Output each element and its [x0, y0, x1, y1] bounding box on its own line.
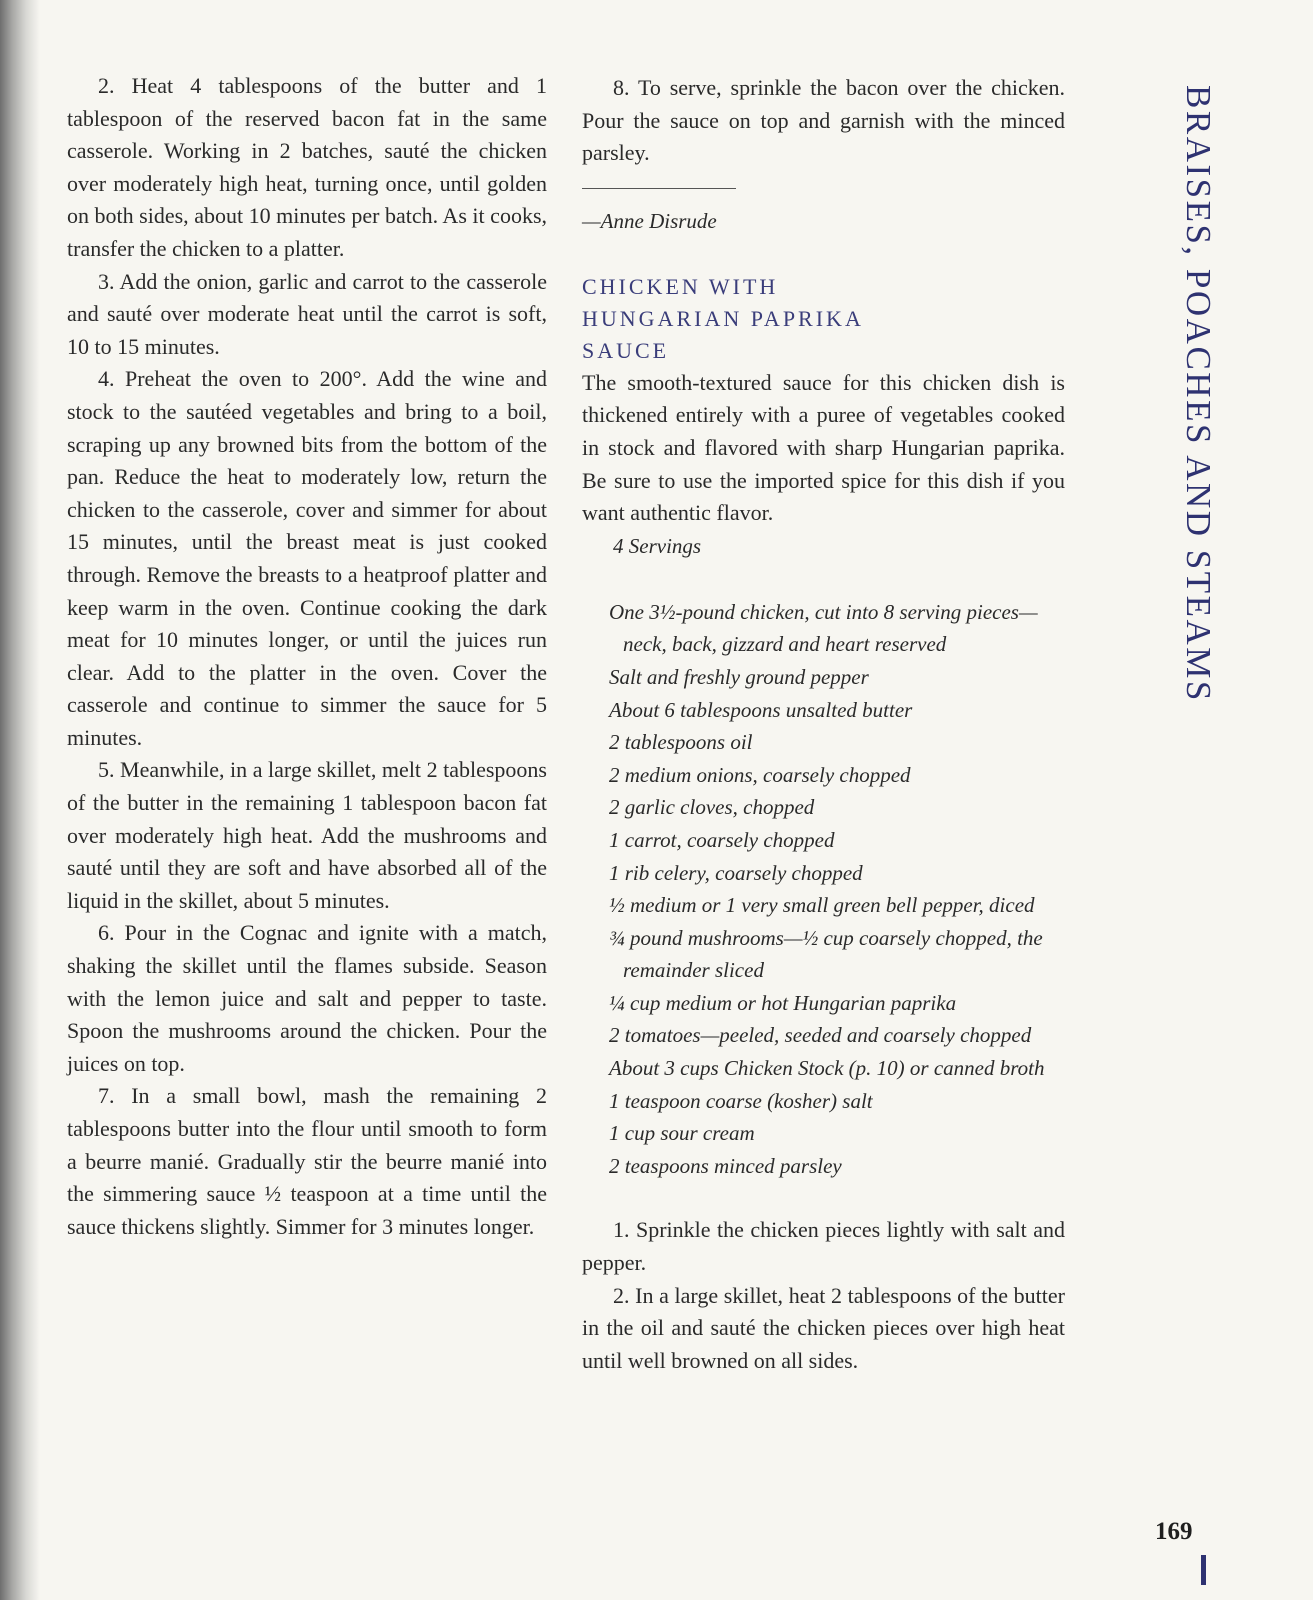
step-8-paragraph: 8. To serve, sprinkle the bacon over the chicken. Pour the sauce on top and garnish with the minced parsley.: [582, 75, 1065, 166]
ingredient-item: 2 garlic cloves, chopped: [609, 795, 815, 820]
recipe-intro: The smooth-textured sauce for this chicken dish is thickened entirely with a puree of vegetables cooked in stock and flavored with sharp Hungarian paprika. Be sure to use the imported spice for this dish if you want authentic flavor.: [582, 369, 1065, 526]
ingredient-item: 2 medium onions, coarsely chopped: [609, 762, 911, 787]
recipe-title-line: SAUCE: [582, 337, 670, 363]
step-7-paragraph: 7. In a small bowl, mash the remaining 2 tablespoons butter into the flour until smooth to form a beurre manié. Gradually stir the beurre manié into the simmering sauce ½ teaspoon at a time until the sauce thickens slightly. Simmer for 3 minutes longer.: [67, 1083, 547, 1239]
chapter-side-title: BRAISES, POACHES AND STEAMS: [1179, 85, 1218, 703]
ingredient-item: ¼ cup medium or hot Hungarian paprika: [609, 990, 957, 1015]
ingredient-item: 1 cup sour cream: [609, 1121, 755, 1146]
ingredient-item: One 3½-pound chicken, cut into 8 serving pieces—neck, back, gizzard and heart reserved: [609, 599, 1038, 657]
step-3-paragraph: 3. Add the onion, garlic and carrot to the casserole and sauté over moderate heat until the carrot is soft, 10 to 15 minutes.: [67, 268, 547, 359]
recipe-title: [582, 271, 1065, 367]
ingredient-list: [609, 596, 1065, 1183]
step-5-paragraph: 5. Meanwhile, in a large skillet, melt 2 tablespoons of the butter in the remaining 1 tablespoon bacon fat over moderately high heat. Add the mushrooms and sauté until they are soft and have absorbed all of the liquid in the skillet, about 5 minutes.: [67, 757, 547, 913]
ingredient-item: ¾ pound mushrooms—½ cup coarsely chopped, the remainder sliced: [609, 925, 1043, 983]
ingredient-item: 1 rib celery, coarsely chopped: [609, 860, 863, 885]
servings: 4 Servings: [613, 533, 702, 558]
book-spine-shadow: [0, 0, 40, 1600]
ingredient-item: 1 teaspoon coarse (kosher) salt: [609, 1088, 873, 1113]
ingredient-item: About 3 cups Chicken Stock (p. 10) or canned broth: [609, 1056, 1045, 1081]
recipe-title-line: CHICKEN WITH: [582, 273, 779, 299]
ingredient-item: 1 carrot, coarsely chopped: [609, 827, 835, 852]
ingredient-item: 2 tomatoes—peeled, seeded and coarsely chopped: [609, 1023, 1032, 1048]
step-6-paragraph: 6. Pour in the Cognac and ignite with a match, shaking the skillet until the flames subside. Season with the lemon juice and salt and pepper to taste. Spoon the mushrooms around the chicken. Pour the juices on top.: [67, 920, 547, 1076]
right-column: [582, 72, 1065, 1377]
ingredient-item: 2 teaspoons minced parsley: [609, 1153, 842, 1178]
recipe-title-line: HUNGARIAN PAPRIKA: [582, 305, 864, 331]
ingredient-item: Salt and freshly ground pepper: [609, 664, 869, 689]
ingredient-item: ½ medium or 1 very small green bell pepper, diced: [609, 893, 1035, 918]
ingredient-item: 2 tablespoons oil: [609, 730, 753, 755]
step-2-paragraph: 2. Heat 4 tablespoons of the butter and 1 tablespoon of the reserved bacon fat in the same casserole. Working in 2 batches, sauté the chicken over moderately high heat, turning once, until golden on both sides, about 10 minutes per batch. As it cooks, transfer the chicken to a platter.: [67, 73, 547, 261]
recipe-author: —Anne Disrude: [582, 208, 717, 233]
step-2-paragraph: 2. In a large skillet, heat 2 tablespoons of the butter in the oil and sauté the chicken pieces over high heat until well browned on all sides.: [582, 1282, 1065, 1373]
left-column: [67, 70, 547, 1243]
author-divider: [582, 188, 736, 189]
page-number: 169: [1155, 1518, 1193, 1545]
step-4-paragraph: 4. Preheat the oven to 200°. Add the wine and stock to the sautéed vegetables and bring to a boil, scraping up any browned bits from the bottom of the pan. Reduce the heat to moderately low, return the chicken to the casserole, cover and simmer for about 15 minutes, until the breast meat is just cooked through. Remove the breasts to a heatproof platter and keep warm in the oven. Continue cooking the dark meat for 10 minutes longer, or until the juices run clear. Add to the platter in the oven. Cover the casserole and continue to simmer the sauce for 5 minutes.: [67, 366, 547, 750]
step-1-paragraph: 1. Sprinkle the chicken pieces lightly with salt and pepper.: [582, 1217, 1065, 1276]
page-number-bar: [1201, 1555, 1206, 1585]
ingredient-item: About 6 tablespoons unsalted butter: [609, 697, 913, 722]
